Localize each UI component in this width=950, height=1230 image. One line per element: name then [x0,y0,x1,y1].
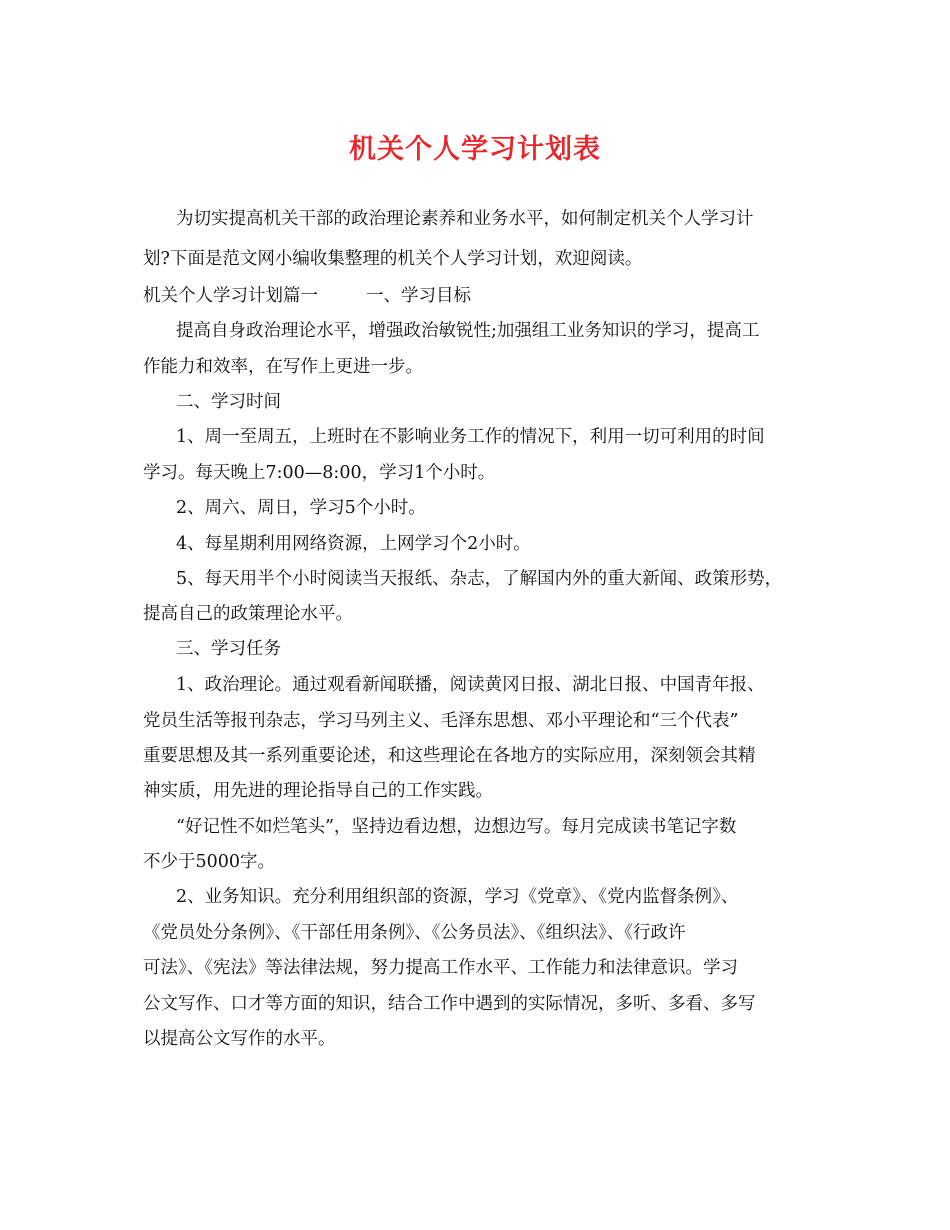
paragraph-line: 提高自己的政策理论水平。 [143,604,353,624]
section-heading: 三、学习任务 [176,639,281,659]
paragraph-line: “好记性不如烂笔头”，坚持边看边想，边想边写。每月完成读书笔记字数 [176,817,737,837]
paragraph-line: 不少于5000字。 [143,852,276,872]
paragraph-line: 1、周一至周五，上班时在不影响业务工作的情况下，利用一切可利用的时间 [176,427,765,447]
paragraph-line: 提高自身政治理论水平，增强政治敏锐性;加强组工业务知识的学习，提高工 [176,321,760,341]
page-title: 机关个人学习计划表 [349,134,601,165]
paragraph-line: 党员生活等报刊杂志，学习马列主义、毛泽东思想、邓小平理论和“三个代表” [143,711,739,731]
paragraph-line: 重要思想及其一系列重要论述，和这些理论在各地方的实际应用，深刻领会其精 [143,746,756,766]
paragraph-line: 《党员处分条例》、《干部任用条例》、《公务员法》、《组织法》、《行政许 [143,923,686,943]
paragraph-line: 2、周六、周日，学习5个小时。 [176,498,426,518]
paragraph-line: 公文写作、口才等方面的知识，结合工作中遇到的实际情况，多听、多看、多写 [143,994,756,1014]
paragraph-line: 学习。每天晚上7:00—8:00，学习1个小时。 [143,463,496,483]
paragraph-line: 可法》、《宪法》等法律法规，努力提高工作水平、工作能力和法律意识。学习 [143,958,738,978]
section-heading: 一、学习目标 [366,286,471,306]
paragraph-line: 为切实提高机关干部的政治理论素养和业务水平，如何制定机关个人学习计 [176,209,754,229]
paragraph-line: 以提高公文写作的水平。 [143,1029,336,1049]
paragraph-line: 划?下面是范文网小编收集整理的机关个人学习计划，欢迎阅读。 [143,249,643,269]
paragraph-line: 作能力和效率，在写作上更进一步。 [143,357,423,377]
article-label: 机关个人学习计划篇一 [143,286,318,306]
paragraph-line: 2、业务知识。充分利用组织部的资源，学习《党章》、《党内监督条例》、 [176,887,739,907]
paragraph-line: 神实质，用先进的理论指导自己的工作实践。 [143,781,493,801]
paragraph-line: 1、政治理论。通过观看新闻联播，阅读黄冈日报、湖北日报、中国青年报、 [176,675,765,695]
section-header-line [143,283,471,309]
paragraph-line: 5、每天用半个小时阅读当天报纸、杂志，了解国内外的重大新闻、政策形势， [176,569,783,589]
section-heading: 二、学习时间 [176,392,281,412]
paragraph-line: 4、每星期利用网络资源，上网学习个2小时。 [176,534,531,554]
